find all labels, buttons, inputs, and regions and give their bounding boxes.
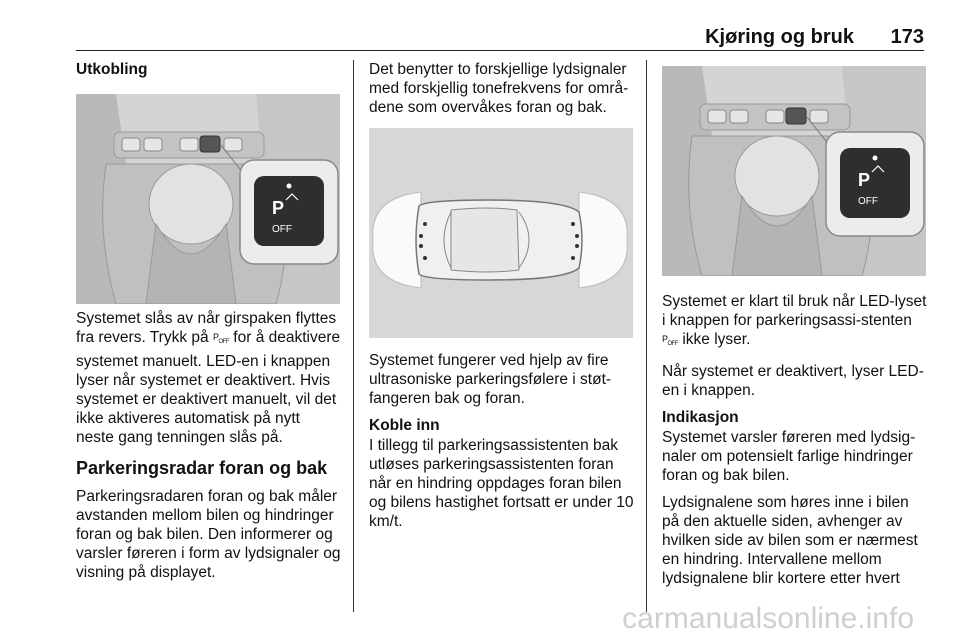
car-topview-drawing: [369, 128, 633, 338]
svg-text:P: P: [858, 170, 871, 190]
watermark: carmanualsonline.info: [622, 602, 914, 635]
paragraph-lydsignaler: Det benytter to forskjellige lydsignaler med forskjellig tonefrekvens for områ-dene som overvåkes foran og bak.: [369, 61, 629, 116]
paragraph-klar: Systemet er klart til bruk når LED-lyset i knappen for parkeringsassi-stenten $P_{OFF}$ ikke lyser.: [662, 293, 927, 348]
svg-text:OFF: OFF: [858, 196, 878, 207]
paragraph-utkobling: Systemet slås av når girspaken flyttes fra revers. Trykk på $P_{OFF}$ for å deaktivere systemet manuelt. LED-en i knappen lyser når systemet er deaktivert. Hvis systemet er deaktivert manuelt, vil det ikke aktiveres automatisk på nytt neste gang tenningen slås på.: [76, 310, 341, 446]
console-illustration-1: [76, 94, 340, 304]
page-header: [76, 26, 924, 50]
heading-parkeringsradar: Parkeringsradar foran og bak: [76, 457, 328, 478]
console-illustration-2: [662, 66, 926, 276]
console-drawing: [76, 94, 340, 304]
column-divider-1: [353, 60, 354, 612]
paragraph-deaktivert: Når systemet er deaktivert, lyser LED-en i knappen.: [662, 362, 924, 399]
paragraph-indikasjon: Systemet varsler føreren med lydsig-naler om potensielt farlige hindringer foran og bak bilen.: [662, 428, 916, 484]
header-rule: [76, 50, 924, 51]
running-title: Kjøring og bruk: [705, 26, 854, 48]
column-divider-2: [646, 60, 647, 612]
park-assist-off-icon: $P_{OFF}$: [212, 332, 229, 345]
console-drawing: [662, 66, 926, 276]
park-assist-off-icon: $P_{OFF}$: [662, 334, 679, 347]
svg-text:P: P: [272, 198, 285, 218]
car-sensor-illustration: [369, 128, 633, 338]
paragraph-folere: Systemet fungerer ved hjelp av fire ultrasoniske parkeringsfølere i støt-fangeren bak og foran.: [369, 352, 612, 407]
svg-text:OFF: OFF: [272, 224, 292, 235]
heading-indikasjon: Indikasjon: [662, 408, 739, 426]
heading-koble-inn: Koble inn: [369, 417, 440, 434]
paragraph-koble-inn: I tillegg til parkeringsassistenten bak utløses parkeringsassistenten foran når en hindring oppdages foran bilen og bilens hastighet fortsatt er under 10 km/t.: [369, 437, 634, 530]
paragraph-lydsignalene: Lydsignalene som høres inne i bilen på den aktuelle siden, avhenger av hvilken side av bilen som er nærmest en hindring. Intervallene mellom lydsignalene blir kortere etter hvert: [662, 493, 918, 587]
page-number: 173: [890, 26, 924, 48]
paragraph-parkeringsradar: Parkeringsradaren foran og bak måler avstanden mellom bilen og hindringer foran og bak bilen. Den informerer og varsler føreren i form av lydsignaler og visning på displayet.: [76, 487, 341, 581]
heading-utkobling: Utkobling: [76, 61, 148, 78]
